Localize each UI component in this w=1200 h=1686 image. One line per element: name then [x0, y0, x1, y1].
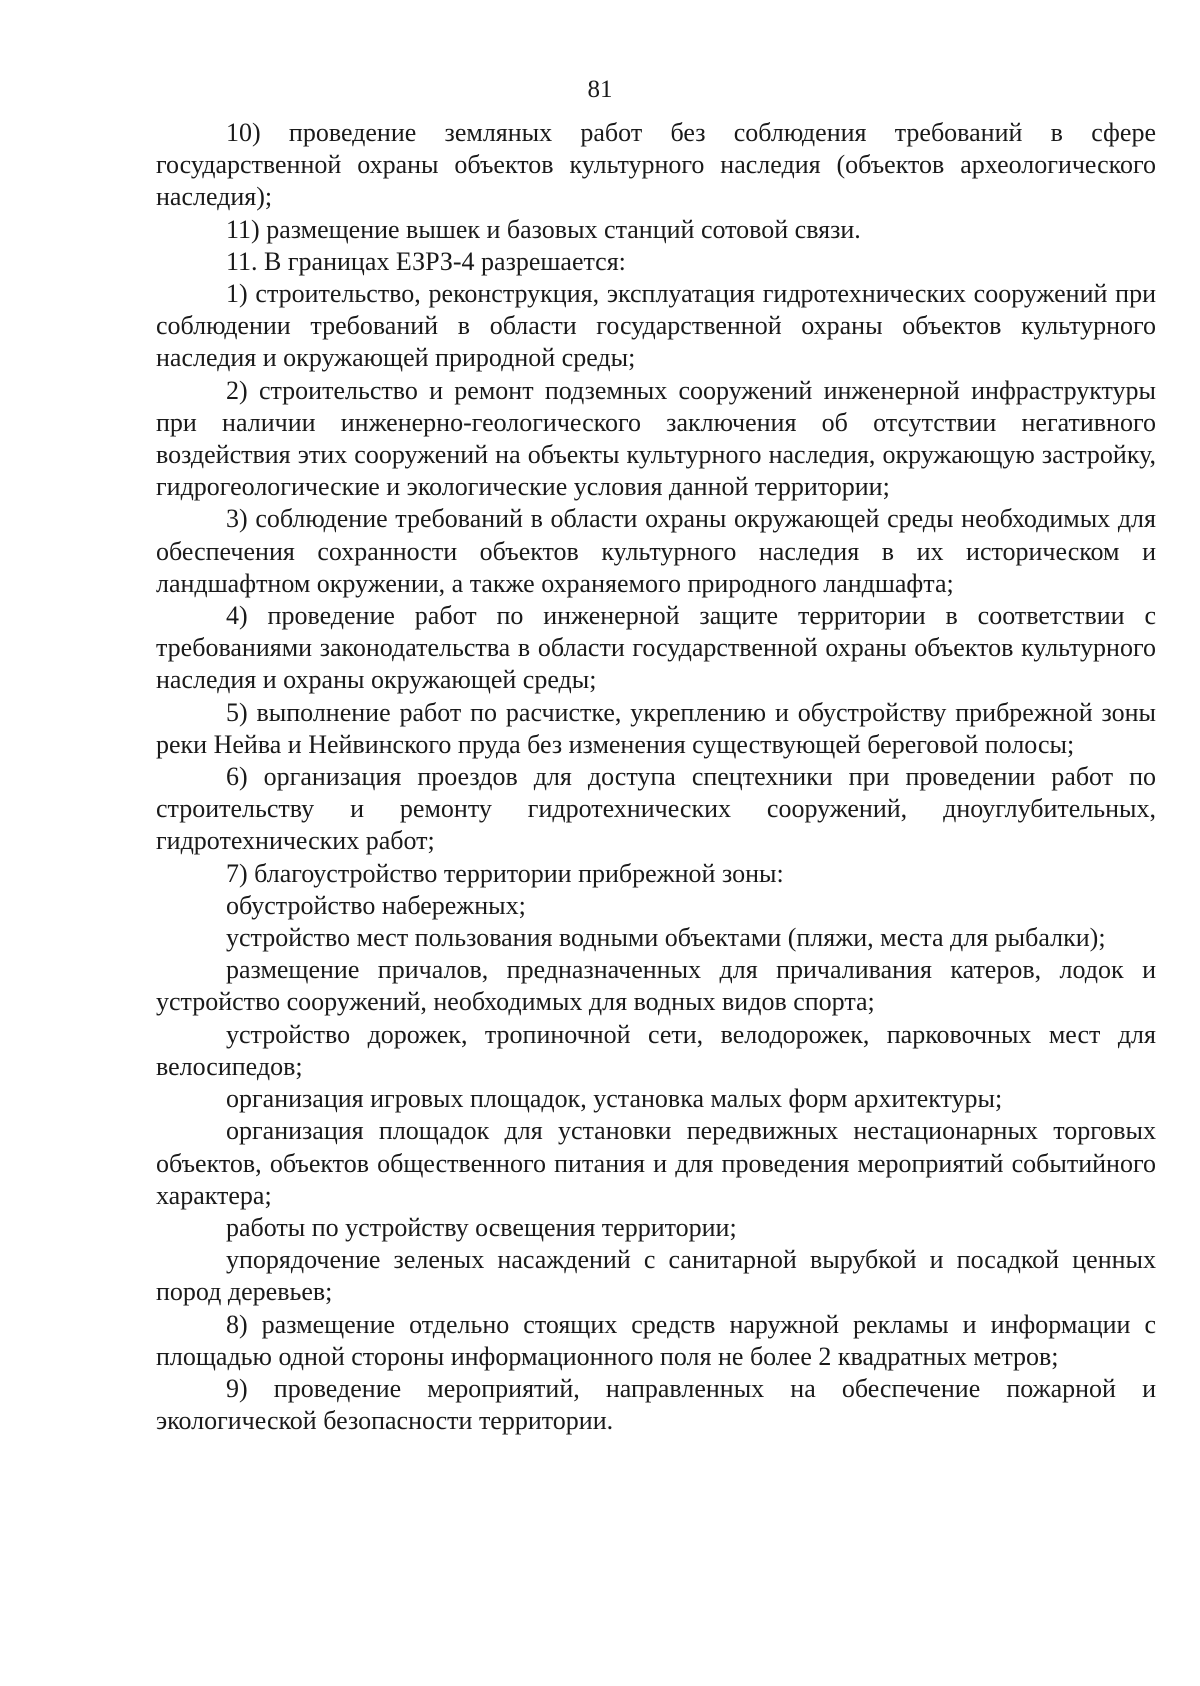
paragraph: работы по устройству освещения территории; — [226, 1212, 737, 1242]
paragraph: устройство дорожек, тропиночной сети, велодорожек, парковочных мест для велосипедов; — [156, 1019, 1156, 1081]
paragraph: 4) проведение работ по инженерной защите территории в соответствии с требованиями законодательства в области государственной охраны объектов культурного наследия и охраны окружающей среды; — [156, 601, 1156, 695]
paragraph: упорядочение зеленых насаждений с санитарной вырубкой и посадкой ценных пород деревьев; — [156, 1245, 1156, 1307]
paragraph: 1) строительство, реконструкция, эксплуатация гидротехнических сооружений при соблюдении требований в области государственной охраны объектов культурного наследия и окружающей природной среды; — [156, 279, 1156, 373]
paragraph: 9) проведение мероприятий, направленных на обеспечение пожарной и экологической безопасности территории. — [156, 1373, 1156, 1436]
page-number: 81 — [587, 76, 613, 103]
paragraph: 8) размещение отдельно стоящих средств наружной рекламы и информации с площадью одной стороны информационного поля не более 2 квадратных метров; — [156, 1309, 1156, 1371]
paragraph: 7) благоустройство территории прибрежной зоны: — [226, 858, 784, 888]
paragraph: размещение причалов, предназначенных для причаливания катеров, лодок и устройство сооружений, необходимых для водных видов спорта; — [156, 955, 1156, 1017]
paragraph: обустройство набережных; — [226, 890, 526, 920]
paragraph: устройство мест пользования водными объектами (пляжи, места для рыбалки); — [226, 923, 1106, 953]
paragraph: 11) размещение вышек и базовых станций сотовой связи. — [226, 214, 861, 244]
paragraph: 3) соблюдение требований в области охраны окружающей среды необходимых для обеспечения сохранности объектов культурного наследия в их историческом и ландшафтном окружении, а также охраняемого природного ландшафта; — [156, 504, 1156, 598]
paragraph: организация площадок для установки передвижных нестационарных торговых объектов, объектов общественного питания и для проведения мероприятий событийного характера; — [156, 1116, 1156, 1210]
paragraph: 6) организация проездов для доступа спецтехники при проведении работ по строительству и ремонту гидротехнических сооружений, дноуглубительных, гидротехнических работ; — [156, 762, 1156, 856]
paragraph: 5) выполнение работ по расчистке, укреплению и обустройству прибрежной зоны реки Нейва и Нейвинского пруда без изменения существующей береговой полосы; — [156, 697, 1156, 759]
paragraph: 10) проведение земляных работ без соблюдения требований в сфере государственной охраны объектов культурного наследия (объектов археологического наследия); — [156, 118, 1156, 212]
document-body — [156, 117, 1156, 1437]
paragraph: 2) строительство и ремонт подземных сооружений инженерной инфраструктуры при наличии инженерно-геологического заключения об отсутствии негативного воздействия этих сооружений на объекты культурного наследия, окружающую застройку, гидрогеологические и экологические условия данной территории; — [156, 375, 1156, 502]
paragraph: организация игровых площадок, установка малых форм архитектуры; — [226, 1084, 1003, 1114]
paragraph: 11. В границах ЕЗРЗ-4 разрешается: — [226, 246, 626, 276]
